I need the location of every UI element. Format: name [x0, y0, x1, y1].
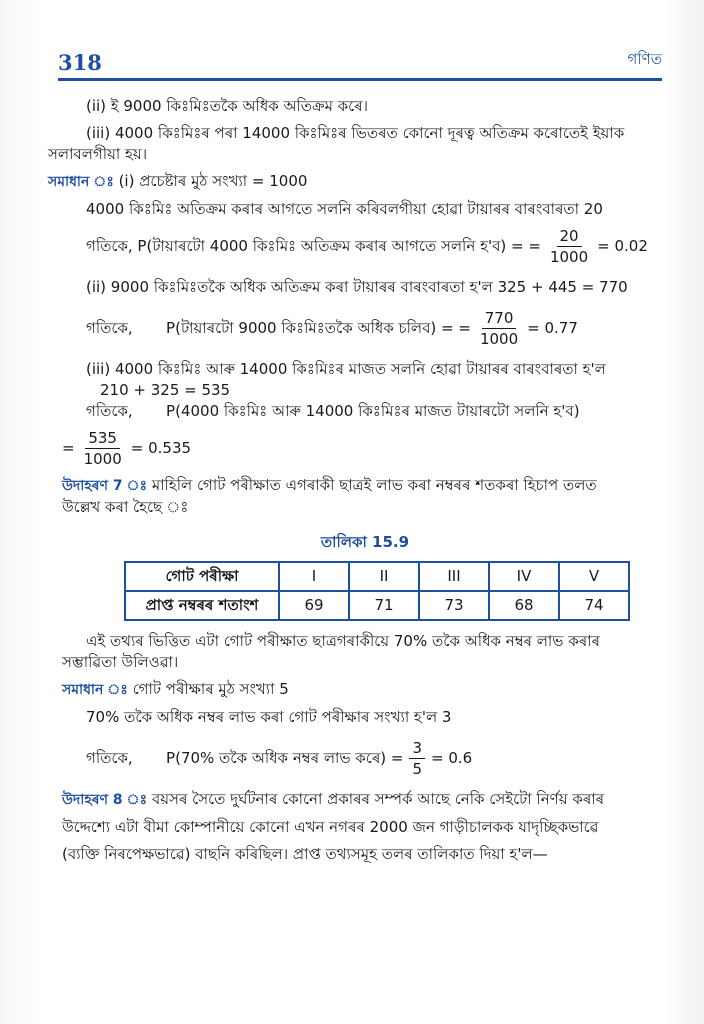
text-line: (ব্যক্তি নিৰপেক্ষভাৱে) বাছনি কৰিছিল। প্ৰাপ্ত তথ্যসমূহ তলৰ তালিকাত দিয়া হ'ল—: [62, 845, 548, 863]
text-line: 70% তকৈ অধিক নম্বৰ লাভ কৰা গোট পৰীক্ষাৰ সংখ্যা হ'ল 3: [86, 708, 452, 726]
table-cell: V: [559, 562, 629, 591]
table-caption: তালিকা 15.9: [320, 533, 410, 551]
denominator: 1000: [83, 450, 122, 468]
equation-text: গতিকে, P(টায়াৰটো 4000 কিঃমিঃ অতিক্ৰম কৰাৰ আগতে সলনি হ'ব) = =: [86, 237, 541, 255]
text-span: (i) প্ৰচেষ্টাৰ মুঠ সংখ্যা = 1000: [118, 172, 308, 190]
equation-result: = 0.77: [527, 319, 578, 337]
table-row: [125, 591, 629, 620]
text-line: 4000 কিঃমিঃ অতিক্ৰম কৰাৰ আগতে সলনি কৰিবলগীয়া হোৱা টায়াৰৰ বাৰংবাৰতা 20: [86, 200, 603, 218]
example-line: [62, 475, 660, 497]
equation-result: = 0.535: [130, 439, 192, 457]
denominator: 1000: [549, 248, 589, 266]
table-cell: 68: [489, 591, 559, 620]
text-span: গোট পৰীক্ষাৰ মুঠ সংখ্যা 5: [132, 680, 289, 698]
page-content: [48, 96, 660, 865]
equation-text: গতিকে, P(টায়াৰটো 9000 কিঃমিঃতকৈ অধিক চলিব) = =: [86, 319, 471, 337]
table-row: [125, 562, 629, 591]
text-line: উল্লেখ কৰা হৈছে ঃ: [62, 498, 189, 516]
example-label: উদাহৰণ 7 ঃ: [62, 478, 148, 494]
text-line: গতিকে, P(4000 কিঃমিঃ আৰু 14000 কিঃমিঃৰ মাজত টায়াৰটো সলনি হ'ব): [86, 402, 580, 420]
text-line: সম্ভাৱিতা উলিওৱা।: [62, 653, 179, 671]
table-cell: 73: [419, 591, 489, 620]
equation-text: =: [62, 439, 75, 457]
table-cell: IV: [489, 562, 559, 591]
text-line: উদ্দেশ্যে এটা বীমা কোম্পানীয়ে কোনো এখন নগৰৰ 2000 জন গাড়ীচালকক যাদৃচ্ছিকভাৱে: [62, 818, 599, 836]
text-line: 210 + 325 = 535: [100, 381, 231, 399]
table-cell: III: [419, 562, 489, 591]
numerator: 535: [85, 428, 120, 449]
example-line: [62, 789, 660, 811]
equation-line: [70, 738, 660, 779]
text-line: (iii) 4000 কিঃমিঃ আৰু 14000 কিঃমিঃৰ মাজত সলনি হোৱা টায়াৰৰ বাৰংবাৰতা হ'ল: [86, 360, 606, 378]
example-label: উদাহৰণ 8 ঃ: [62, 792, 148, 808]
numerator: 770: [482, 308, 517, 329]
page-number: 318: [58, 50, 102, 75]
text-line: (ii) 9000 কিঃমিঃতকৈ অধিক অতিক্ৰম কৰা টায়াৰৰ বাৰংবাৰতা হ'ল 325 + 445 = 770: [86, 278, 628, 296]
solution-label: সমাধান ঃ: [48, 174, 114, 190]
equation-result: = 0.6: [431, 749, 473, 767]
solution-line: [48, 171, 660, 193]
marks-table: [124, 561, 630, 621]
text-span: মাহিলি গোট পৰীক্ষাত এগৰাকী ছাত্ৰই লাভ কৰা নম্বৰৰ শতকৰা হিচাপ তলত: [151, 476, 597, 494]
solution-label: সমাধান ঃ: [62, 682, 128, 698]
page-header: [58, 44, 662, 84]
table-cell: I: [279, 562, 349, 591]
equation-text: গতিকে, P(70% তকৈ অধিক নম্বৰ লাভ কৰে) =: [86, 749, 404, 767]
text-line: (iii) 4000 কিঃমিঃৰ পৰা 14000 কিঃমিঃৰ ভিতৰত কোনো দূৰত্ব অতিক্ৰম কৰোতেই ইয়াক: [86, 124, 625, 142]
text-span: বয়সৰ সৈতে দুৰ্ঘটনাৰ কোনো প্ৰকাৰৰ সম্পৰ্ক আছে নেকি সেইটো নিৰ্ণয় কৰাৰ: [151, 790, 605, 808]
table-cell: 74: [559, 591, 629, 620]
solution-line: [62, 679, 660, 701]
text-line: সলাবলগীয়া হয়।: [48, 145, 148, 163]
equation-line: [70, 226, 660, 267]
header-rule: [58, 78, 662, 81]
fraction: [547, 226, 591, 267]
row-header: প্ৰাপ্ত নম্বৰৰ শতাংশ: [125, 591, 279, 620]
denominator: 5: [412, 760, 422, 778]
equation-result: = 0.02: [597, 237, 648, 255]
row-header: গোট পৰীক্ষা: [125, 562, 279, 591]
table-cell: 71: [349, 591, 419, 620]
equation-line: [70, 308, 660, 349]
table-cell: II: [349, 562, 419, 591]
text-line: এই তথ্যৰ ভিত্তিত এটা গোট পৰীক্ষাত ছাত্ৰগৰাকীয়ে 70% তকৈ অধিক নম্বৰ লাভ কৰাৰ: [86, 632, 600, 650]
subject-title: গণিত: [627, 50, 662, 68]
table-cell: 69: [279, 591, 349, 620]
denominator: 1000: [479, 330, 519, 348]
fraction: [409, 738, 425, 779]
numerator: 3: [409, 738, 425, 759]
numerator: 20: [557, 226, 582, 247]
equation-line: [62, 428, 660, 469]
text-line: (ii) ই 9000 কিঃমিঃতকৈ অধিক অতিক্ৰম কৰে।: [86, 97, 368, 115]
fraction: [81, 428, 125, 469]
fraction: [477, 308, 521, 349]
